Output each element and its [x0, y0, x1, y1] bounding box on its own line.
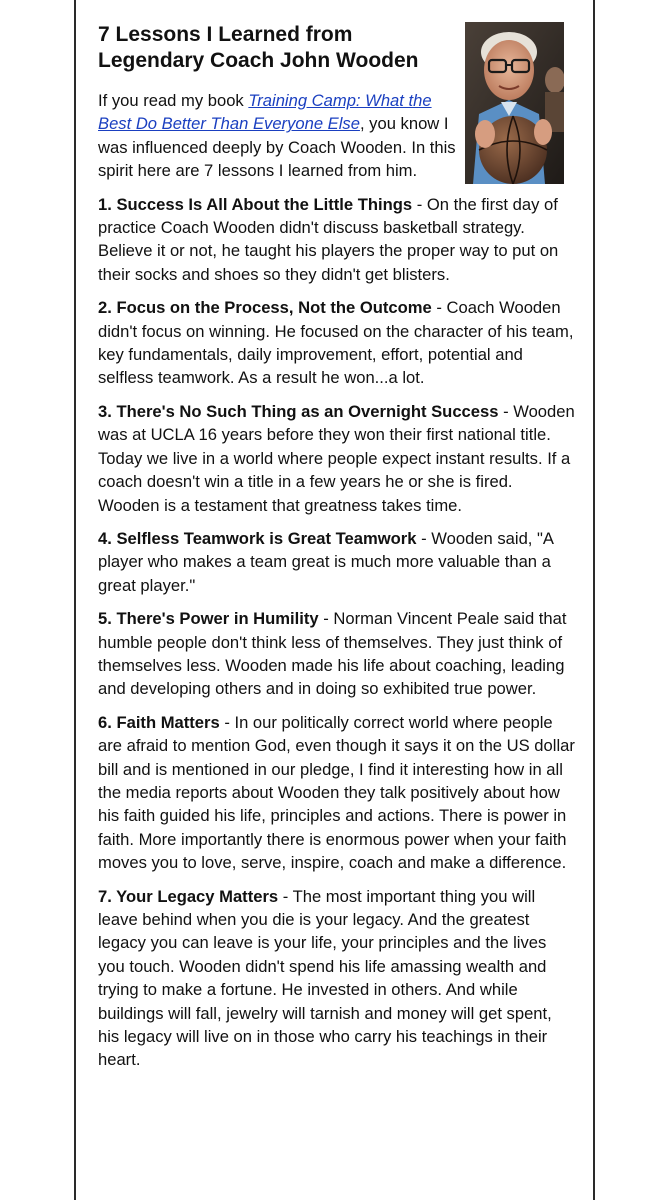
lesson-title: 3. There's No Such Thing as an Overnight Success: [98, 401, 499, 421]
lesson-title: 6. Faith Matters: [98, 712, 220, 732]
title-line-2: Legendary Coach John Wooden: [98, 49, 419, 72]
lesson-title: 2. Focus on the Process, Not the Outcome: [98, 298, 432, 318]
portrait-illustration: [465, 22, 564, 184]
lesson-title: 4. Selfless Teamwork is Great Teamwork: [98, 528, 417, 548]
lesson-6: [98, 711, 576, 875]
book-link[interactable]: Training Camp: What the Best Do Better Than Everyone Else: [98, 91, 432, 134]
lesson-body: - On the first day of practice Coach Wooden didn't discuss basketball strategy. Believe it or not, he taught his players the proper way to put on their socks and shoes so they didn't get blisters.: [98, 194, 559, 284]
lesson-body: - The most important thing you will leave behind when you die is your legacy. And the greatest legacy you can leave is your life, your principles and the lives you touch. Wooden didn't spend his life amassing wealth and trying to make a fortune. He invested in others. And while buildings will fall, jewelry will tarnish and money will get spent, his legacy will live on in those who carry his teachings in their heart.: [98, 886, 552, 1070]
lesson-4: [98, 527, 576, 597]
title-line-1: 7 Lessons I Learned from: [98, 23, 353, 46]
lesson-body: - Coach Wooden didn't focus on winning. He focused on the character of his team, key fundamentals, daily improvement, effort, potential and selfless teamwork. As a result he won...a lot.: [98, 298, 574, 388]
intro-paragraph: [98, 89, 464, 183]
lesson-body: - Norman Vincent Peale said that humble people don't think less of themselves. They just think of themselves less. Wooden made his life about coaching, leading and developing others and in doing so exhibited true power.: [98, 609, 567, 699]
lesson-3: [98, 400, 576, 517]
intro-text-before: If you read my book: [98, 91, 249, 110]
article-title: [98, 22, 458, 74]
lesson-1: [98, 193, 576, 287]
intro-text-after: , you know I was influenced deeply by Coach Wooden. In this spirit here are 7 lessons I learned from him.: [98, 114, 456, 181]
lesson-7: [98, 885, 576, 1072]
coach-wooden-photo: [465, 22, 564, 184]
lesson-5: [98, 607, 576, 701]
lesson-title: 1. Success Is All About the Little Things: [98, 194, 413, 214]
lesson-body: - Wooden was at UCLA 16 years before they won their first national title. Today we live in a world where people expect instant results. If a coach doesn't win a title in a few years he or she is fired. Wooden is a testament that greatness takes time.: [98, 401, 575, 515]
lesson-title: 5. There's Power in Humility: [98, 609, 319, 629]
lesson-body: - Wooden said, "A player who makes a team great is much more valuable than a great player.": [98, 528, 554, 595]
lesson-2: [98, 296, 576, 390]
lesson-title: 7. Your Legacy Matters: [98, 886, 279, 906]
lesson-body: - In our politically correct world where people are afraid to mention God, even though it says it on the US dollar bill and is mentioned in our pledge, I find it interesting how in all the media reports about Wooden they talk positively about how his faith guided his life, principles and actions. There is power in faith. More importantly there is enormous power when your faith moves you to love, serve, inspire, coach and make a difference.: [98, 712, 575, 873]
article: [98, 22, 576, 1082]
